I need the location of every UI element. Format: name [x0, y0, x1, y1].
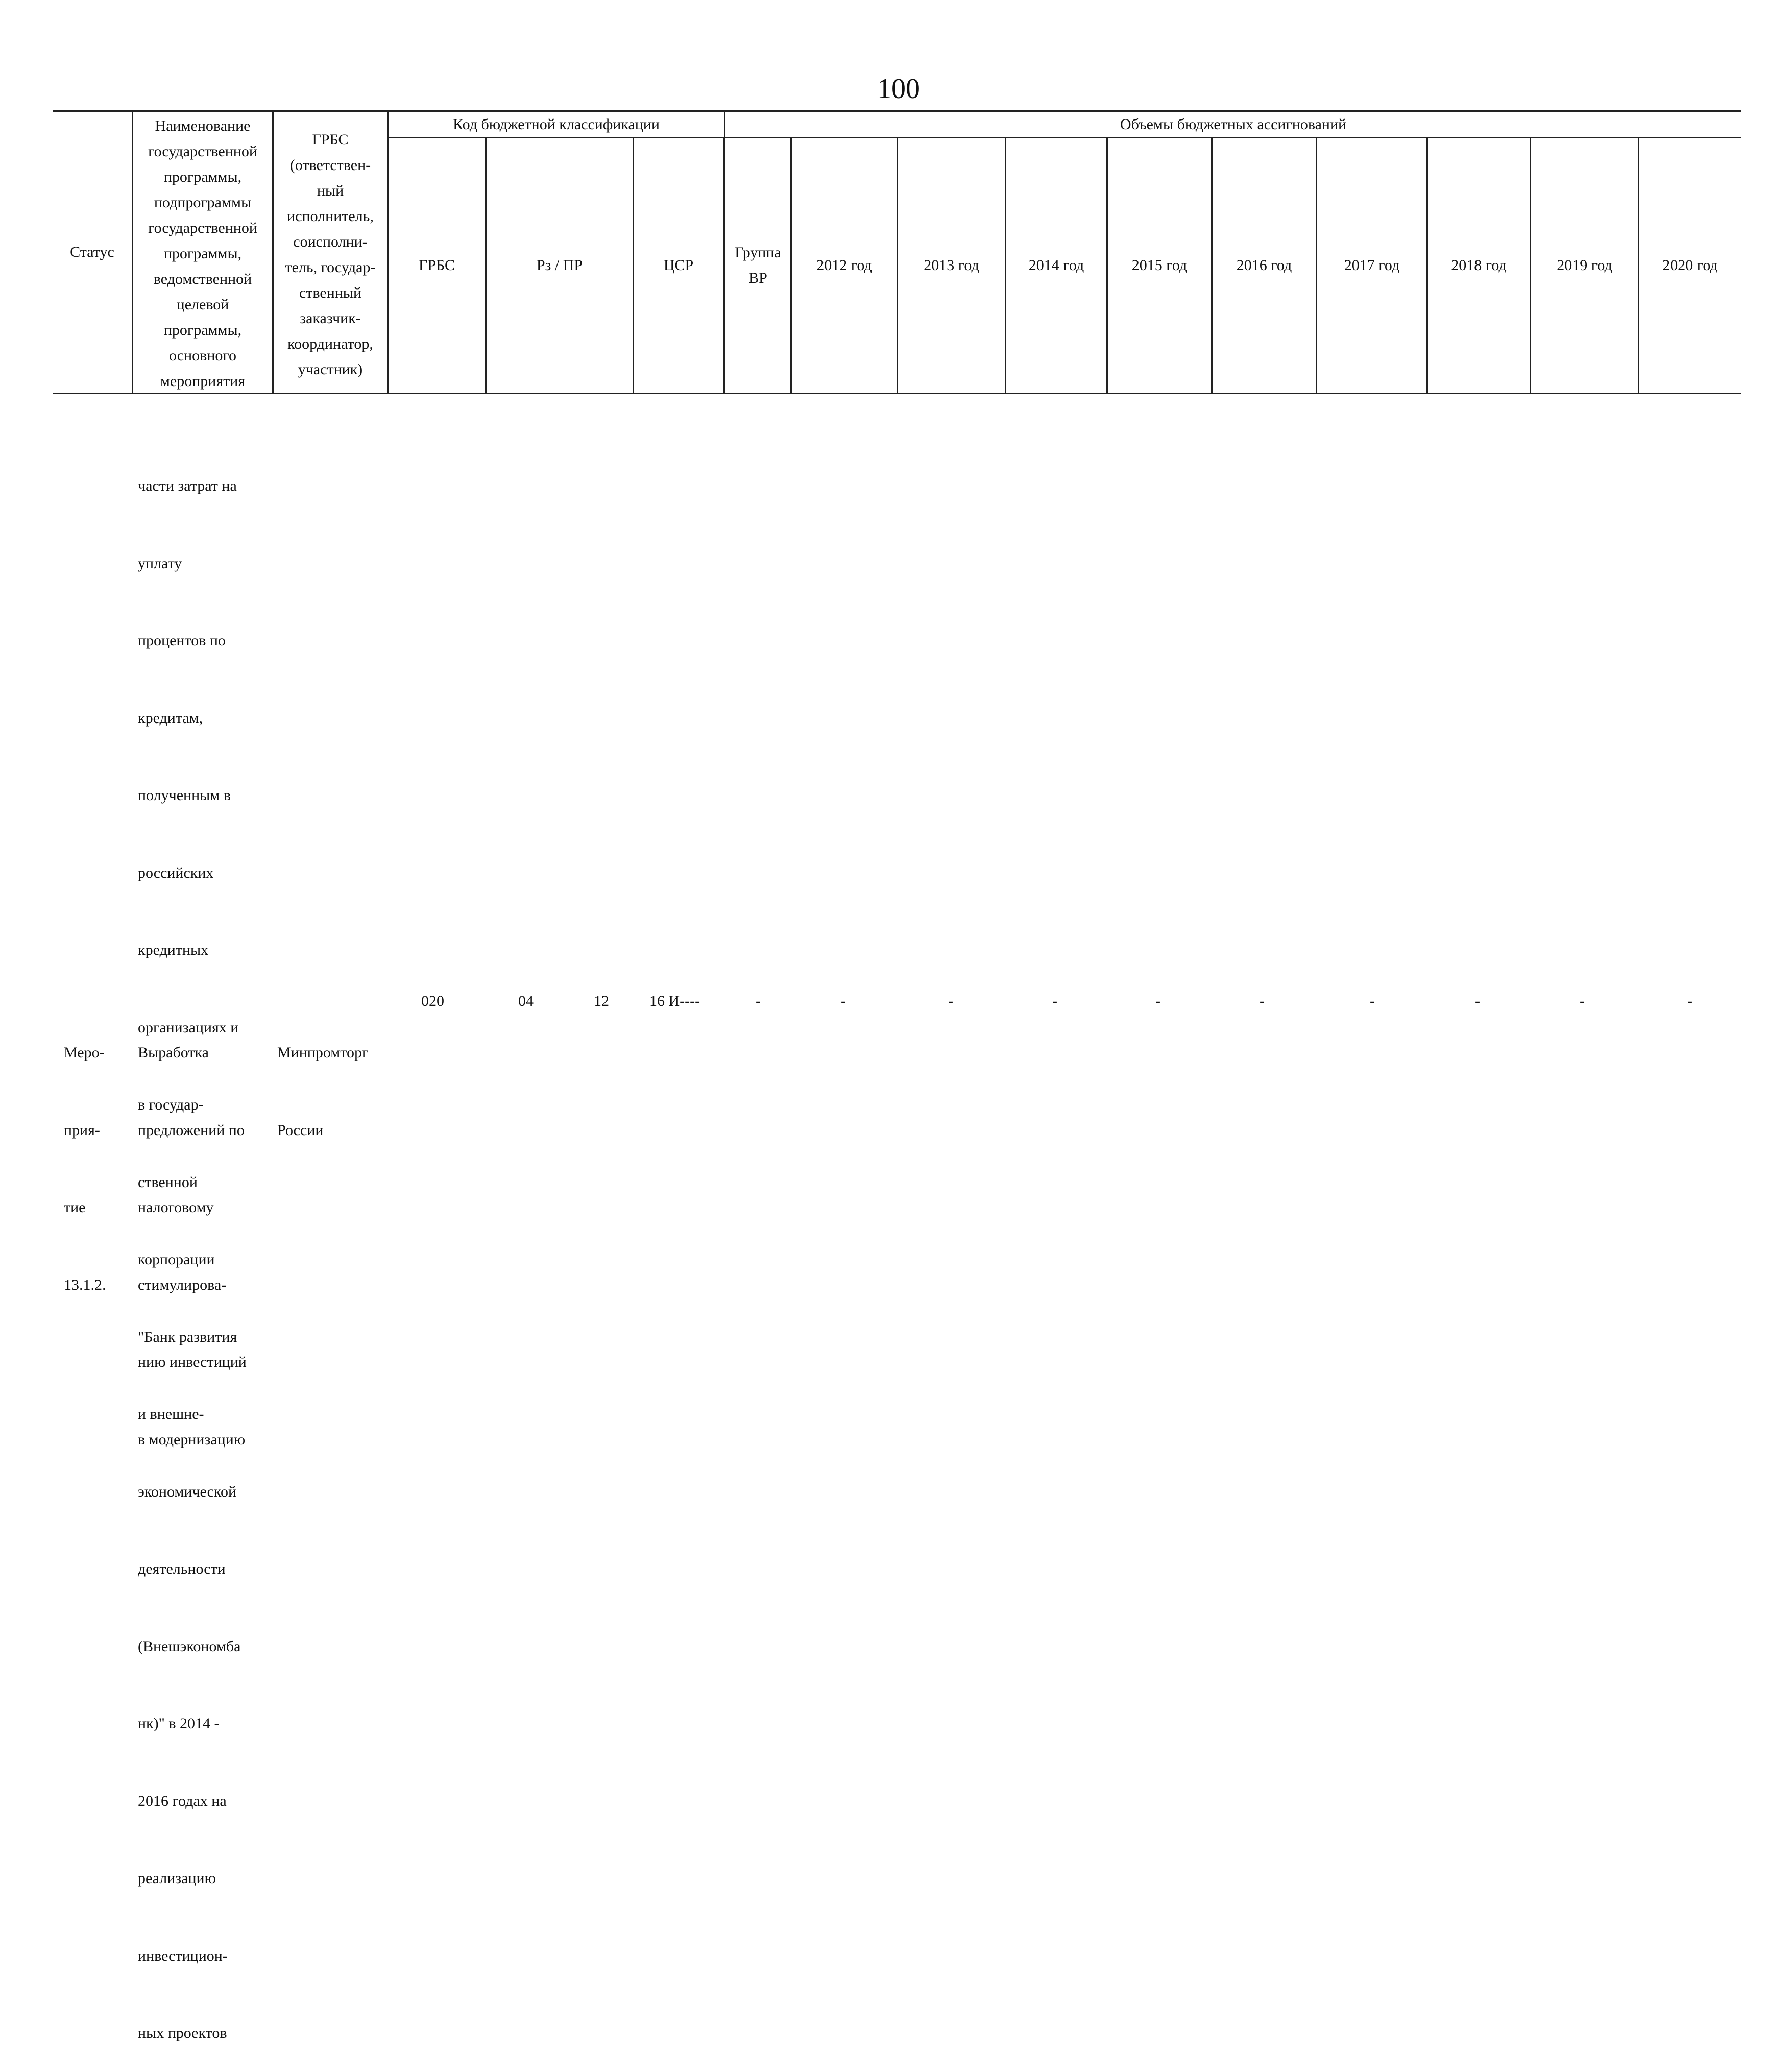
row-value-2013: -	[948, 993, 953, 1009]
header-year: 2014 год	[1028, 257, 1084, 274]
row-value-2015: -	[1155, 993, 1160, 1009]
row-value-2018: -	[1475, 993, 1480, 1009]
header-year: 2020 год	[1662, 257, 1718, 274]
continuation-name-text: части затрат на уплату процентов по кредитам, полученным в российских кредитных организациях и в государ- ственной корпорации "Банк развития и внешне- экономической деятельности (Внешэкономба нк)" в 2014 - 2016 годах на реализацию инвестицион- ных проектов	[138, 477, 241, 2041]
header-year: 2016 год	[1236, 257, 1292, 274]
header-program-name: Наименование государственной программы, подпрограммы государственной программы, ведомственной целевой программы, основного мероприятия	[148, 117, 257, 390]
header-year: 2015 год	[1131, 257, 1188, 274]
header-budget-code-group: Код бюджетной классификации	[453, 115, 660, 133]
header-col-grbs: ГРБС	[418, 257, 455, 274]
row-activity-name: Выработка предложений по налоговому стимулирова- нию инвестиций в модернизацию	[138, 1044, 247, 1448]
row-value-group-vr: -	[756, 993, 761, 1009]
row-value-2016: -	[1260, 993, 1265, 1009]
row-value-2014: -	[1052, 993, 1057, 1009]
header-grbs-executor: ГРБС (ответствен- ный исполнитель, соисполни- тель, государ- ственный заказчик- координатор, участник)	[285, 131, 376, 378]
page-number: 100	[877, 73, 920, 105]
header-year: 2013 год	[924, 257, 979, 274]
row-status: Меро- прия- тие 13.1.2.	[64, 1044, 106, 1293]
row-rz-code: 04	[518, 993, 534, 1009]
row-value-2020: -	[1687, 993, 1692, 1009]
header-year: 2012 год	[816, 257, 872, 274]
header-budget-volume-group: Объемы бюджетных ассигнований	[1120, 115, 1347, 133]
header-col-rz-pr: Рз / ПР	[536, 257, 583, 274]
row-value-2019: -	[1580, 993, 1585, 1009]
row-csr-code: 16 И----	[649, 993, 700, 1009]
header-year: 2017 год	[1344, 257, 1400, 274]
header-col-group-vr: Группа ВР	[735, 244, 781, 286]
row-executor: Минпромторг России	[277, 1044, 369, 1139]
row-value-2017: -	[1370, 993, 1375, 1009]
row-value-2012: -	[841, 993, 846, 1009]
header-col-csr: ЦСР	[663, 257, 694, 274]
header-year: 2019 год	[1557, 257, 1612, 274]
header-status: Статус	[70, 244, 114, 260]
header-year: 2018 год	[1451, 257, 1507, 274]
row-pr-code: 12	[594, 993, 609, 1009]
row-grbs-code: 020	[421, 993, 444, 1009]
